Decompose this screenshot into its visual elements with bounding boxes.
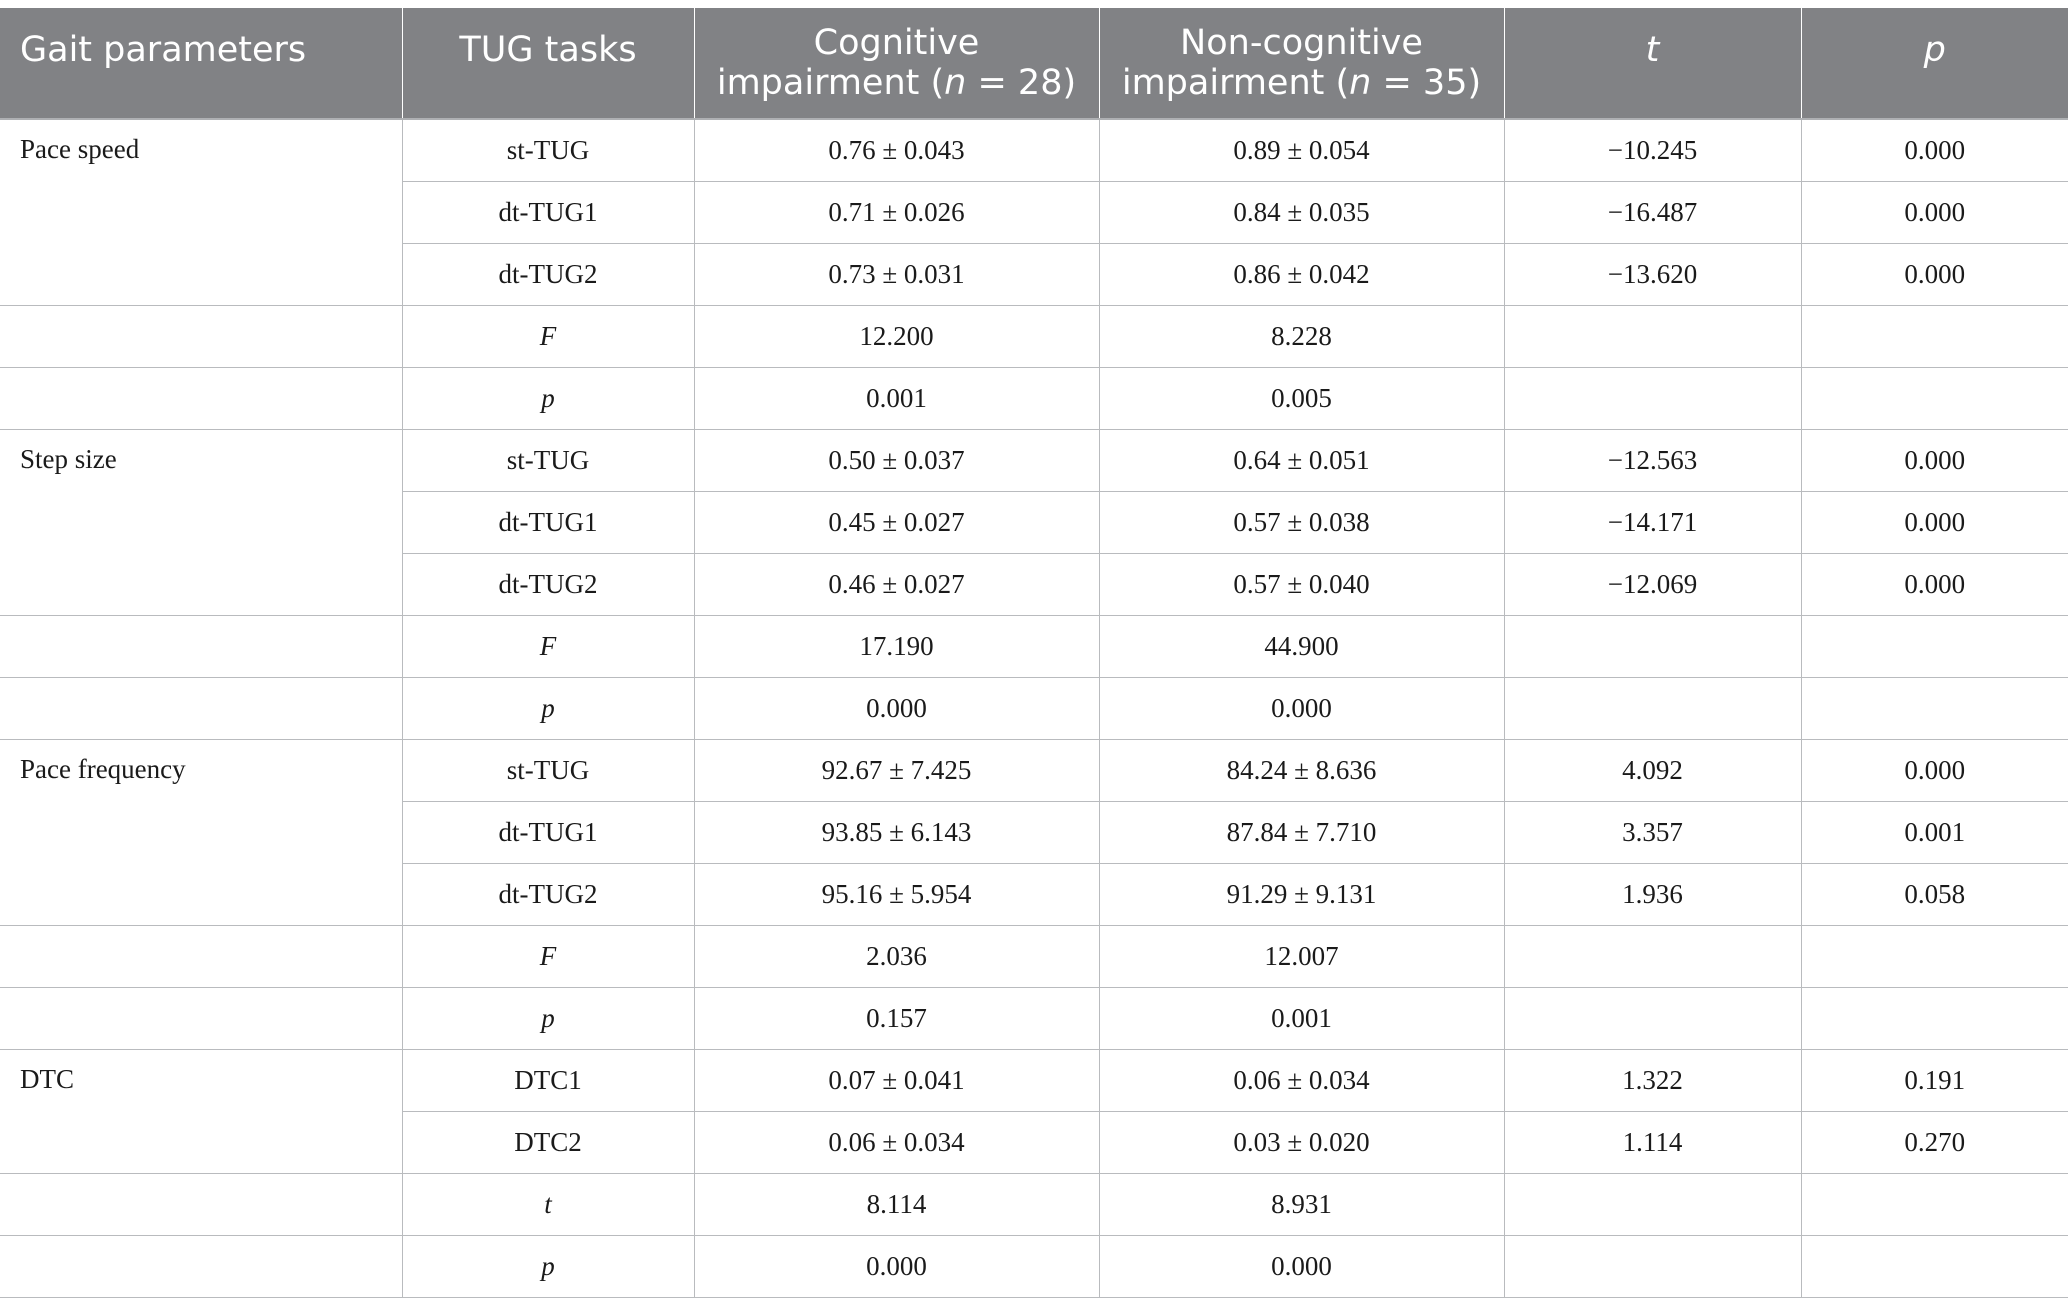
- t-value-cell: 3.357: [1504, 802, 1801, 864]
- p-value-cell: 0.000: [1801, 430, 2068, 492]
- empty-cell: [1801, 988, 2068, 1050]
- header-row: [0, 8, 2068, 119]
- empty-cell: [1504, 1174, 1801, 1236]
- p-value-cell: 0.000: [1801, 244, 2068, 306]
- stat-label-cell: F: [402, 616, 694, 678]
- empty-cell: [1801, 1174, 2068, 1236]
- p-value-cell: 0.000: [1801, 554, 2068, 616]
- header-noncog-line2-prefix: impairment (: [1121, 63, 1350, 103]
- t-value-cell: −14.171: [1504, 492, 1801, 554]
- empty-cell: [1504, 306, 1801, 368]
- empty-cell: [0, 306, 402, 368]
- non-cognitive-value-cell: 0.57 ± 0.040: [1099, 554, 1504, 616]
- stat-label-cell: t: [402, 1174, 694, 1236]
- non-cognitive-stat-cell: 8.931: [1099, 1174, 1504, 1236]
- header-noncog-line2-suffix: = 35): [1371, 63, 1482, 103]
- stat-row: [0, 1236, 2068, 1298]
- non-cognitive-value-cell: 0.64 ± 0.051: [1099, 430, 1504, 492]
- table-header: [0, 8, 2068, 119]
- empty-cell: [1504, 616, 1801, 678]
- non-cognitive-stat-cell: 0.005: [1099, 368, 1504, 430]
- t-value-cell: −13.620: [1504, 244, 1801, 306]
- non-cognitive-value-cell: 0.84 ± 0.035: [1099, 182, 1504, 244]
- cognitive-stat-cell: 17.190: [694, 616, 1099, 678]
- header-cognitive-impairment: [694, 8, 1099, 119]
- stat-row: [0, 368, 2068, 430]
- stat-label-cell: F: [402, 926, 694, 988]
- non-cognitive-value-cell: 0.89 ± 0.054: [1099, 119, 1504, 182]
- tug-task-cell: st-TUG: [402, 430, 694, 492]
- header-tug-tasks: TUG tasks: [402, 8, 694, 119]
- header-cognitive-n: n: [944, 63, 967, 103]
- stat-label-cell: p: [402, 1236, 694, 1298]
- tug-task-cell: st-TUG: [402, 119, 694, 182]
- header-cognitive-line2-suffix: = 28): [966, 63, 1077, 103]
- cognitive-value-cell: 0.06 ± 0.034: [694, 1112, 1099, 1174]
- non-cognitive-value-cell: 91.29 ± 9.131: [1099, 864, 1504, 926]
- table-row: [0, 1050, 2068, 1112]
- non-cognitive-stat-cell: 0.000: [1099, 678, 1504, 740]
- tug-task-cell: st-TUG: [402, 740, 694, 802]
- stat-label-cell: F: [402, 306, 694, 368]
- empty-cell: [1504, 988, 1801, 1050]
- t-value-cell: −16.487: [1504, 182, 1801, 244]
- stat-label-cell: p: [402, 368, 694, 430]
- tug-task-cell: dt-TUG2: [402, 554, 694, 616]
- empty-cell: [1801, 678, 2068, 740]
- empty-cell: [1801, 368, 2068, 430]
- gait-parameter-cell: Step size: [0, 430, 402, 616]
- t-value-cell: 1.114: [1504, 1112, 1801, 1174]
- cognitive-value-cell: 95.16 ± 5.954: [694, 864, 1099, 926]
- t-value-cell: 4.092: [1504, 740, 1801, 802]
- header-cognitive-line1: Cognitive: [813, 23, 980, 63]
- non-cognitive-value-cell: 0.06 ± 0.034: [1099, 1050, 1504, 1112]
- p-value-cell: 0.270: [1801, 1112, 2068, 1174]
- cognitive-stat-cell: 2.036: [694, 926, 1099, 988]
- empty-cell: [1801, 1236, 2068, 1298]
- table-row: [0, 430, 2068, 492]
- empty-cell: [1801, 926, 2068, 988]
- t-value-cell: 1.936: [1504, 864, 1801, 926]
- cognitive-value-cell: 0.73 ± 0.031: [694, 244, 1099, 306]
- header-non-cognitive-impairment: [1099, 8, 1504, 119]
- table-row: [0, 740, 2068, 802]
- results-table-container: [0, 8, 2068, 1298]
- cognitive-stat-cell: 0.000: [694, 1236, 1099, 1298]
- empty-cell: [0, 988, 402, 1050]
- p-value-cell: 0.191: [1801, 1050, 2068, 1112]
- non-cognitive-stat-cell: 8.228: [1099, 306, 1504, 368]
- tug-task-cell: DTC1: [402, 1050, 694, 1112]
- non-cognitive-value-cell: 0.03 ± 0.020: [1099, 1112, 1504, 1174]
- empty-cell: [1801, 616, 2068, 678]
- t-value-cell: −10.245: [1504, 119, 1801, 182]
- non-cognitive-stat-cell: 0.000: [1099, 1236, 1504, 1298]
- tug-task-cell: dt-TUG2: [402, 864, 694, 926]
- empty-cell: [1504, 368, 1801, 430]
- stat-row: [0, 616, 2068, 678]
- empty-cell: [0, 1236, 402, 1298]
- cognitive-value-cell: 92.67 ± 7.425: [694, 740, 1099, 802]
- t-value-cell: −12.069: [1504, 554, 1801, 616]
- empty-cell: [1504, 1236, 1801, 1298]
- stat-row: [0, 678, 2068, 740]
- header-cognitive-line2-prefix: impairment (: [716, 63, 945, 103]
- non-cognitive-value-cell: 84.24 ± 8.636: [1099, 740, 1504, 802]
- cognitive-stat-cell: 8.114: [694, 1174, 1099, 1236]
- cognitive-value-cell: 0.45 ± 0.027: [694, 492, 1099, 554]
- cognitive-stat-cell: 0.001: [694, 368, 1099, 430]
- empty-cell: [0, 1174, 402, 1236]
- header-gait-parameters: Gait parameters: [0, 8, 402, 119]
- t-value-cell: −12.563: [1504, 430, 1801, 492]
- gait-parameter-cell: Pace speed: [0, 119, 402, 306]
- non-cognitive-stat-cell: 44.900: [1099, 616, 1504, 678]
- tug-task-cell: dt-TUG1: [402, 182, 694, 244]
- stat-row: [0, 1174, 2068, 1236]
- cognitive-value-cell: 0.07 ± 0.041: [694, 1050, 1099, 1112]
- p-value-cell: 0.000: [1801, 740, 2068, 802]
- table-row: [0, 119, 2068, 182]
- stat-row: [0, 306, 2068, 368]
- empty-cell: [0, 368, 402, 430]
- gait-parameter-cell: DTC: [0, 1050, 402, 1174]
- header-t: [1504, 8, 1801, 119]
- p-value-cell: 0.058: [1801, 864, 2068, 926]
- p-value-cell: 0.000: [1801, 492, 2068, 554]
- t-value-cell: 1.322: [1504, 1050, 1801, 1112]
- cognitive-stat-cell: 0.000: [694, 678, 1099, 740]
- stat-row: [0, 926, 2068, 988]
- tug-task-cell: DTC2: [402, 1112, 694, 1174]
- non-cognitive-value-cell: 0.86 ± 0.042: [1099, 244, 1504, 306]
- non-cognitive-value-cell: 0.57 ± 0.038: [1099, 492, 1504, 554]
- stat-label-cell: p: [402, 988, 694, 1050]
- gait-parameter-cell: Pace frequency: [0, 740, 402, 926]
- cognitive-value-cell: 0.50 ± 0.037: [694, 430, 1099, 492]
- p-value-cell: 0.000: [1801, 182, 2068, 244]
- gait-results-table: [0, 8, 2068, 1298]
- header-t-label: t: [1645, 30, 1660, 70]
- tug-task-cell: dt-TUG1: [402, 802, 694, 864]
- empty-cell: [1504, 678, 1801, 740]
- table-body: [0, 119, 2068, 1298]
- empty-cell: [0, 678, 402, 740]
- empty-cell: [1504, 926, 1801, 988]
- p-value-cell: 0.000: [1801, 119, 2068, 182]
- header-noncog-line1: Non-cognitive: [1180, 23, 1423, 63]
- non-cognitive-stat-cell: 0.001: [1099, 988, 1504, 1050]
- tug-task-cell: dt-TUG1: [402, 492, 694, 554]
- header-p: [1801, 8, 2068, 119]
- cognitive-value-cell: 0.46 ± 0.027: [694, 554, 1099, 616]
- stat-label-cell: p: [402, 678, 694, 740]
- empty-cell: [1801, 306, 2068, 368]
- stat-row: [0, 988, 2068, 1050]
- cognitive-stat-cell: 12.200: [694, 306, 1099, 368]
- non-cognitive-stat-cell: 12.007: [1099, 926, 1504, 988]
- header-noncog-n: n: [1349, 63, 1372, 103]
- cognitive-value-cell: 0.71 ± 0.026: [694, 182, 1099, 244]
- cognitive-value-cell: 0.76 ± 0.043: [694, 119, 1099, 182]
- tug-task-cell: dt-TUG2: [402, 244, 694, 306]
- cognitive-stat-cell: 0.157: [694, 988, 1099, 1050]
- p-value-cell: 0.001: [1801, 802, 2068, 864]
- cognitive-value-cell: 93.85 ± 6.143: [694, 802, 1099, 864]
- non-cognitive-value-cell: 87.84 ± 7.710: [1099, 802, 1504, 864]
- empty-cell: [0, 616, 402, 678]
- empty-cell: [0, 926, 402, 988]
- header-p-label: p: [1923, 30, 1946, 70]
